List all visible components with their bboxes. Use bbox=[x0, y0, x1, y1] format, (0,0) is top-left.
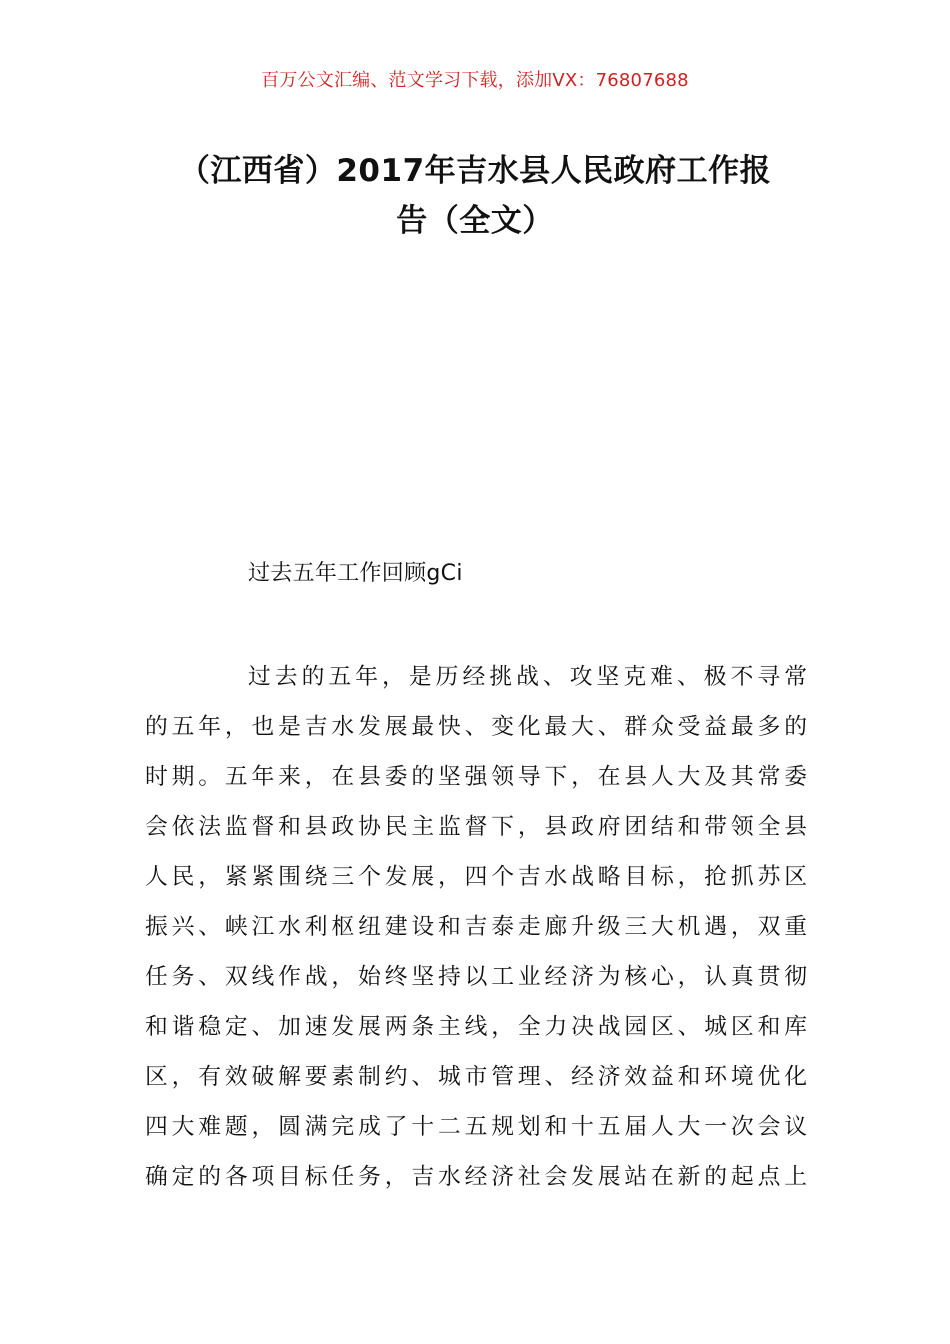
body-line: 四大难题，圆满完成了十二五规划和十五届人大一次会议 bbox=[145, 1114, 807, 1140]
body-line: 区，有效破解要素制约、城市管理、经济效益和环境优化 bbox=[145, 1064, 807, 1090]
body-line: 振兴、峡江水利枢纽建设和吉泰走廊升级三大机遇，双重 bbox=[145, 914, 807, 940]
document-title bbox=[145, 146, 805, 246]
title-line-2: 告（全文） bbox=[396, 203, 554, 239]
body-line: 过去的五年，是历经挑战、攻坚克难、极不寻常 bbox=[248, 664, 807, 690]
body-line: 任务、双线作战，始终坚持以工业经济为核心，认真贯彻 bbox=[145, 964, 807, 990]
body-line: 和谐稳定、加速发展两条主线，全力决战园区、城区和库 bbox=[145, 1014, 807, 1040]
body-line: 会依法监督和县政协民主监督下，县政府团结和带领全县 bbox=[145, 814, 807, 840]
body-line: 时期。五年来，在县委的坚强领导下，在县人大及其常委 bbox=[145, 764, 807, 790]
body-line: 人民，紧紧围绕三个发展，四个吉水战略目标，抢抓苏区 bbox=[145, 864, 807, 890]
body-line: 的五年，也是吉水发展最快、变化最大、群众受益最多的 bbox=[145, 714, 807, 740]
title-line-1: （江西省）2017年吉水县人民政府工作报 bbox=[178, 153, 772, 189]
body-line: 确定的各项目标任务，吉水经济社会发展站在新的起点上 bbox=[145, 1164, 807, 1190]
body-paragraph bbox=[145, 652, 807, 1202]
section-heading: 过去五年工作回顾gCi bbox=[248, 561, 463, 586]
promo-header-note: 百万公文汇编、范文学习下载，添加VX：76807688 bbox=[261, 70, 689, 91]
